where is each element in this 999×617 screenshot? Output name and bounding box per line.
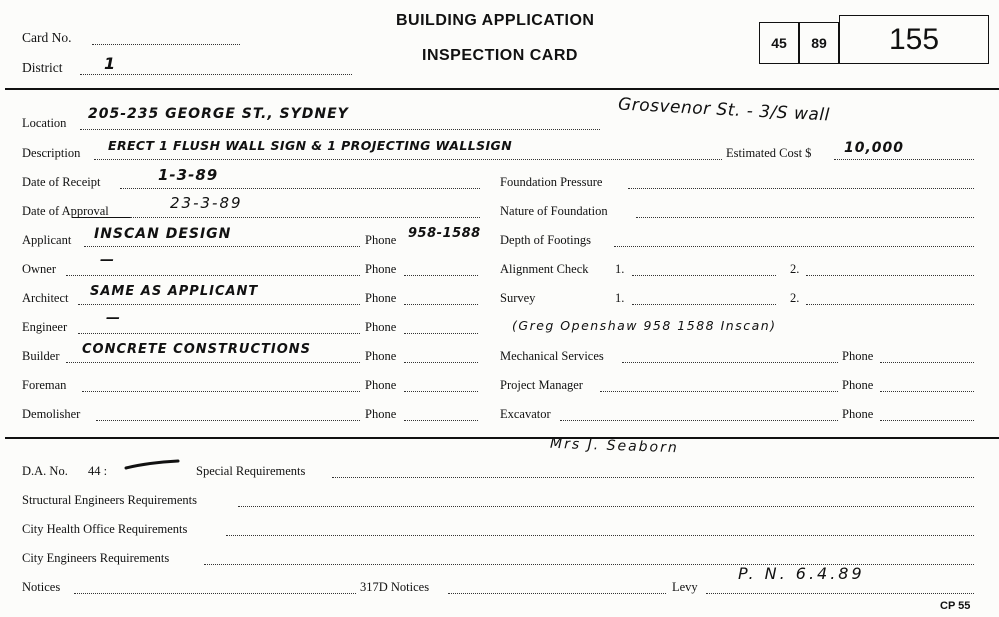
applicant-phone-value: 958-1588: [408, 226, 481, 241]
district-value: 1: [104, 54, 117, 73]
project-manager-field[interactable]: [600, 391, 838, 392]
architect-value: SAME AS APPLICANT: [90, 284, 259, 299]
location-handwritten-note: Grosvenor St. - 3/S wall: [617, 94, 831, 126]
foreman-field[interactable]: [82, 391, 360, 392]
mechanical-phone-label: Phone: [842, 349, 874, 363]
middle-rule: [5, 437, 999, 439]
mechanical-services-field[interactable]: [622, 362, 838, 363]
demolisher-phone-label: Phone: [365, 407, 397, 421]
code-box-1: 45: [759, 22, 799, 64]
da-dash-mark: [124, 458, 180, 472]
architect-label: Architect: [22, 291, 69, 305]
nature-foundation-label: Nature of Foundation: [500, 204, 608, 218]
location-field[interactable]: [80, 129, 600, 130]
footer-code: CP 55: [940, 600, 971, 612]
engineer-label: Engineer: [22, 320, 68, 334]
date-approval-value: 23-3-89: [170, 194, 243, 212]
estimated-cost-label: Estimated Cost $: [726, 146, 812, 160]
owner-phone-field[interactable]: [404, 275, 478, 276]
title-line2: INSPECTION CARD: [422, 47, 578, 64]
survey-label: Survey: [500, 291, 536, 305]
card-number-box: 155: [839, 15, 989, 64]
header-rule: [5, 88, 999, 90]
alignment-field-2[interactable]: [806, 275, 974, 276]
notices-317d-label: 317D Notices: [360, 580, 430, 594]
demolisher-label: Demolisher: [22, 407, 81, 421]
special-requirements-label: Special Requirements: [196, 464, 306, 478]
excavator-phone-field[interactable]: [880, 420, 974, 421]
estimated-cost-field[interactable]: [834, 159, 974, 160]
da-no-value: 44 :: [88, 464, 108, 478]
structural-requirements-field[interactable]: [238, 506, 974, 507]
excavator-label: Excavator: [500, 407, 551, 421]
special-requirements-field[interactable]: [332, 477, 974, 478]
excavator-field[interactable]: [560, 420, 838, 421]
alignment-num-1: 1.: [615, 262, 625, 276]
applicant-value: INSCAN DESIGN: [94, 226, 232, 242]
project-manager-phone-label: Phone: [842, 378, 874, 392]
survey-num-2: 2.: [790, 291, 800, 305]
notices-label: Notices: [22, 580, 61, 594]
nature-foundation-field[interactable]: [636, 217, 974, 218]
survey-field-1[interactable]: [632, 304, 776, 305]
foundation-pressure-label: Foundation Pressure: [500, 175, 603, 189]
notices-317d-field[interactable]: [448, 593, 666, 594]
builder-label: Builder: [22, 349, 60, 363]
owner-value: —: [100, 252, 115, 268]
description-label: Description: [22, 146, 81, 160]
project-manager-label: Project Manager: [500, 378, 583, 392]
applicant-field[interactable]: [84, 246, 360, 247]
code-box-2: 89: [799, 22, 839, 64]
depth-footings-field[interactable]: [614, 246, 974, 247]
applicant-phone-label: Phone: [365, 233, 397, 247]
district-field[interactable]: [80, 74, 352, 75]
date-approval-label: Date of Approval: [22, 204, 109, 218]
owner-label: Owner: [22, 262, 57, 276]
demolisher-field[interactable]: [96, 420, 360, 421]
builder-field[interactable]: [66, 362, 360, 363]
builder-phone-field[interactable]: [404, 362, 478, 363]
survey-field-2[interactable]: [806, 304, 974, 305]
builder-phone-label: Phone: [365, 349, 397, 363]
alignment-check-label: Alignment Check: [500, 262, 589, 276]
alignment-num-2: 2.: [790, 262, 800, 276]
engineer-phone-field[interactable]: [404, 333, 478, 334]
handwritten-name: Mrs J. Seaborn: [549, 435, 680, 457]
da-no-label: D.A. No.: [22, 464, 68, 478]
date-receipt-value: 1-3-89: [158, 166, 219, 184]
foreman-label: Foreman: [22, 378, 67, 392]
date-receipt-label: Date of Receipt: [22, 175, 101, 189]
engineer-phone-label: Phone: [365, 320, 397, 334]
mechanical-services-label: Mechanical Services: [500, 349, 604, 363]
builder-value: CONCRETE CONSTRUCTIONS: [82, 342, 311, 357]
date-receipt-field[interactable]: [120, 188, 480, 189]
foundation-pressure-field[interactable]: [628, 188, 974, 189]
owner-field[interactable]: [66, 275, 360, 276]
levy-field[interactable]: [706, 593, 974, 594]
description-field[interactable]: [94, 159, 722, 160]
owner-phone-label: Phone: [365, 262, 397, 276]
alignment-field-1[interactable]: [632, 275, 776, 276]
excavator-phone-label: Phone: [842, 407, 874, 421]
location-value: 205-235 GEORGE ST., SYDNEY: [88, 106, 349, 122]
health-requirements-label: City Health Office Requirements: [22, 522, 188, 536]
survey-num-1: 1.: [615, 291, 625, 305]
mechanical-phone-field[interactable]: [880, 362, 974, 363]
architect-field[interactable]: [78, 304, 360, 305]
estimated-cost-value: 10,000: [844, 140, 905, 156]
structural-requirements-label: Structural Engineers Requirements: [22, 493, 197, 507]
engineer-field[interactable]: [78, 333, 360, 334]
levy-label: Levy: [672, 580, 698, 594]
district-label: District: [22, 60, 63, 75]
card-no-label: Card No.: [22, 30, 72, 45]
health-requirements-field[interactable]: [226, 535, 974, 536]
applicant-label: Applicant: [22, 233, 72, 247]
date-approval-field[interactable]: [130, 217, 480, 218]
foreman-phone-label: Phone: [365, 378, 397, 392]
card-no-field[interactable]: [92, 44, 240, 45]
title-line1: BUILDING APPLICATION: [396, 12, 595, 29]
location-label: Location: [22, 116, 67, 130]
depth-footings-label: Depth of Footings: [500, 233, 591, 247]
approval-underline: [72, 217, 130, 218]
foreman-phone-field[interactable]: [404, 391, 478, 392]
architect-phone-field[interactable]: [404, 304, 478, 305]
engineer-value: —: [106, 310, 121, 326]
contact-handwritten-note: (Greg Openshaw 958 1588 Inscan): [512, 318, 777, 333]
notices-field[interactable]: [74, 593, 356, 594]
description-value: ERECT 1 FLUSH WALL SIGN & 1 PROJECTING WALLSIGN: [108, 138, 513, 153]
engineers-requirements-label: City Engineers Requirements: [22, 551, 170, 565]
demolisher-phone-field[interactable]: [404, 420, 478, 421]
levy-value: P. N. 6.4.89: [738, 564, 865, 583]
architect-phone-label: Phone: [365, 291, 397, 305]
project-manager-phone-field[interactable]: [880, 391, 974, 392]
